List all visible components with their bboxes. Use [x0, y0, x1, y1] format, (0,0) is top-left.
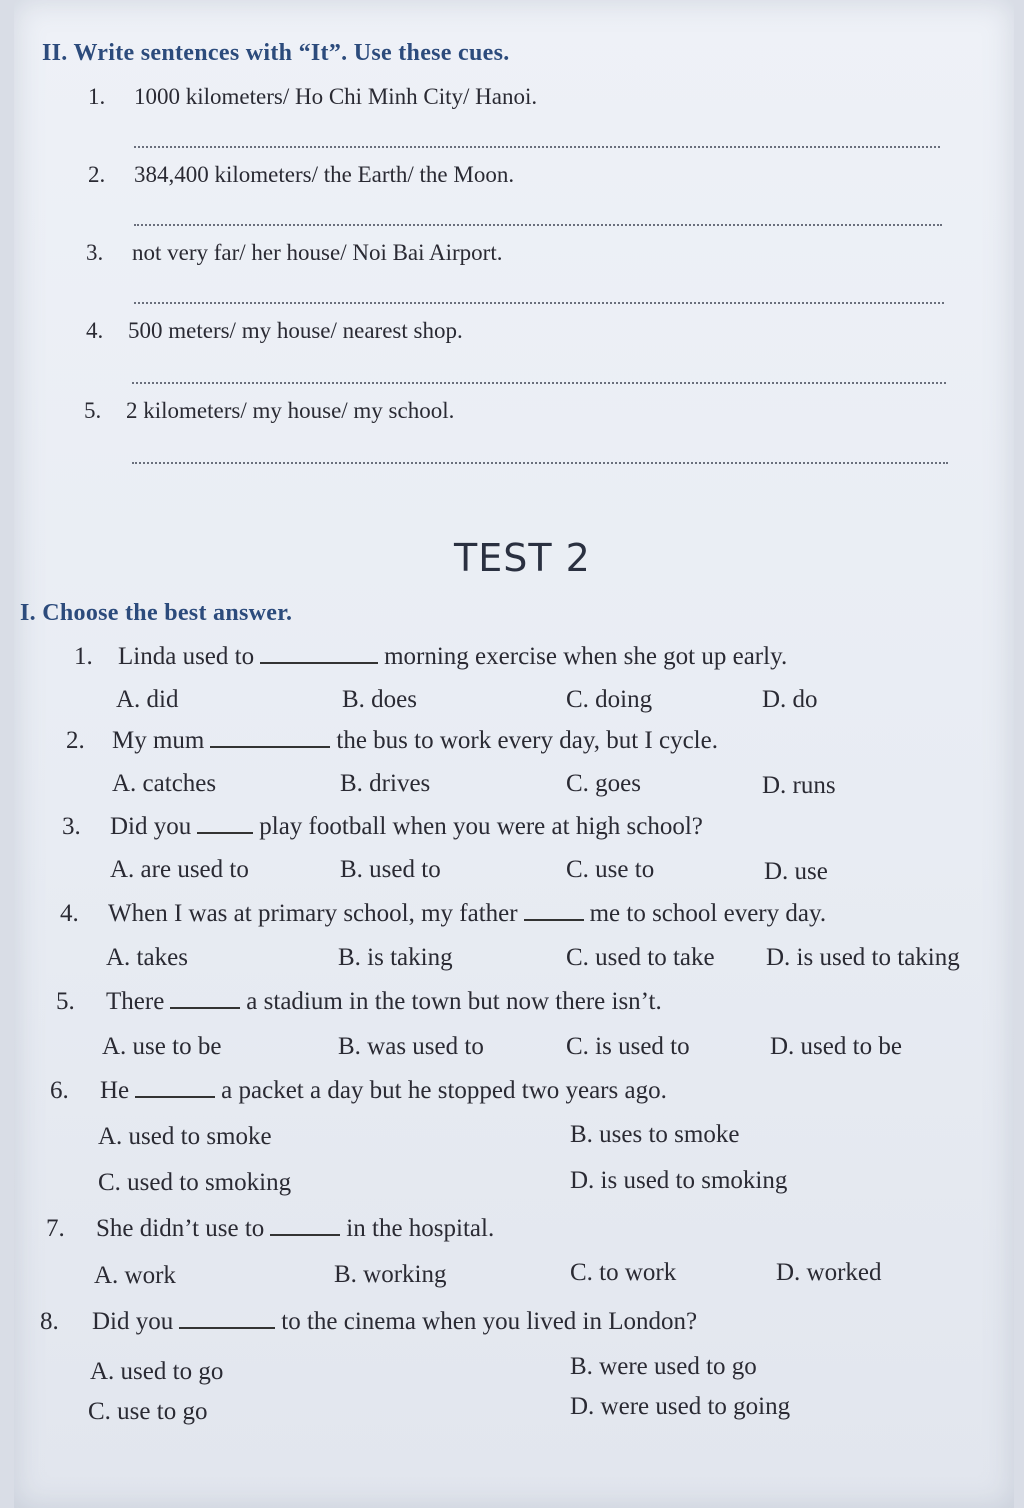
question-3	[62, 813, 703, 841]
question-text-after: the bus to work every day, but I cycle.	[336, 727, 718, 754]
q5-option-a[interactable]: A. use to be	[102, 1033, 222, 1060]
q4-option-c[interactable]: C. used to take	[566, 944, 715, 971]
cue-item-4	[86, 318, 463, 344]
q2-option-c[interactable]: C. goes	[566, 770, 641, 797]
q3-option-a[interactable]: A. are used to	[110, 856, 249, 883]
cue-item-5	[84, 398, 454, 424]
question-5	[56, 988, 662, 1016]
cue-text: 1000 kilometers/ Ho Chi Minh City/ Hanoi.	[134, 84, 538, 109]
q1-option-c[interactable]: C. doing	[566, 686, 653, 713]
q4-option-b[interactable]: B. is taking	[338, 944, 453, 971]
q2-option-d[interactable]: D. runs	[762, 772, 836, 799]
question-text-after: me to school every day.	[589, 900, 827, 927]
cue-number: 2.	[88, 162, 106, 187]
q6-option-a[interactable]: A. used to smoke	[98, 1123, 272, 1150]
q7-option-b[interactable]: B. working	[334, 1261, 447, 1288]
q5-option-d[interactable]: D. used to be	[770, 1033, 902, 1060]
q1-option-a[interactable]: A. did	[116, 686, 179, 713]
question-7	[46, 1215, 494, 1243]
cue-text: 384,400 kilometers/ the Earth/ the Moon.	[134, 162, 515, 187]
q7-option-c[interactable]: C. to work	[570, 1259, 677, 1286]
question-number: 8.	[40, 1308, 59, 1335]
question-text-before: Did you	[92, 1308, 174, 1335]
answer-blank[interactable]	[135, 1095, 215, 1098]
question-text-before: Linda used to	[118, 643, 255, 670]
q6-option-d[interactable]: D. is used to smoking	[570, 1167, 788, 1194]
answer-line-3[interactable]	[134, 302, 944, 304]
worksheet-page	[14, 0, 1014, 1508]
q3-option-c[interactable]: C. use to	[566, 856, 655, 883]
answer-line-5[interactable]	[132, 462, 948, 464]
q6-option-b[interactable]: B. uses to smoke	[570, 1121, 740, 1148]
question-text-before: He	[100, 1077, 130, 1104]
question-text-after: play football when you were at high school?	[259, 813, 703, 840]
answer-line-4[interactable]	[132, 382, 946, 384]
question-number: 4.	[60, 900, 79, 927]
answer-blank[interactable]	[524, 918, 584, 921]
cue-text: 2 kilometers/ my house/ my school.	[126, 398, 455, 423]
test-title: TEST 2	[454, 536, 591, 580]
cue-item-1	[88, 84, 537, 110]
cue-text: not very far/ her house/ Noi Bai Airport.	[132, 240, 503, 265]
q5-option-b[interactable]: B. was used to	[338, 1033, 484, 1060]
q2-option-a[interactable]: A. catches	[112, 770, 217, 797]
cue-number: 3.	[86, 240, 104, 265]
question-text-before: She didn’t use to	[96, 1215, 265, 1242]
q3-option-d[interactable]: D. use	[764, 858, 828, 885]
answer-blank[interactable]	[170, 1006, 240, 1009]
question-4	[60, 900, 826, 928]
answer-blank[interactable]	[210, 745, 330, 748]
question-text-before: My mum	[112, 727, 205, 754]
q8-option-a[interactable]: A. used to go	[90, 1358, 224, 1385]
cue-number: 1.	[88, 84, 106, 109]
q2-option-b[interactable]: B. drives	[340, 770, 431, 797]
question-number: 3.	[62, 813, 81, 840]
answer-blank[interactable]	[179, 1326, 275, 1329]
question-text-before: There	[106, 988, 165, 1015]
answer-line-1[interactable]	[134, 146, 940, 148]
cue-item-3	[86, 240, 502, 266]
question-6	[50, 1077, 667, 1105]
answer-blank[interactable]	[270, 1233, 340, 1236]
q1-option-b[interactable]: B. does	[342, 686, 417, 713]
cue-number: 5.	[84, 398, 102, 423]
question-text-after: a stadium in the town but now there isn’t.	[246, 988, 662, 1015]
question-text-after: a packet a day but he stopped two years ago.	[221, 1077, 667, 1104]
q1-option-d[interactable]: D. do	[762, 686, 818, 713]
section-1-heading: I. Choose the best answer.	[20, 600, 293, 626]
q8-option-d[interactable]: D. were used to going	[570, 1393, 791, 1420]
question-2	[66, 727, 718, 755]
question-text-after: morning exercise when she got up early.	[384, 643, 788, 670]
q8-option-c[interactable]: C. use to go	[88, 1398, 208, 1425]
q4-option-a[interactable]: A. takes	[106, 944, 188, 971]
cue-number: 4.	[86, 318, 104, 343]
question-text-after: to the cinema when you lived in London?	[281, 1308, 698, 1335]
cue-text: 500 meters/ my house/ nearest shop.	[128, 318, 463, 343]
question-text-after: in the hospital.	[346, 1215, 495, 1242]
question-number: 1.	[74, 643, 93, 670]
question-number: 6.	[50, 1077, 69, 1104]
q3-option-b[interactable]: B. used to	[340, 856, 441, 883]
question-number: 7.	[46, 1215, 65, 1242]
question-number: 5.	[56, 988, 75, 1015]
q7-option-a[interactable]: A. work	[94, 1262, 176, 1289]
section-2-heading: II. Write sentences with “It”. Use these cues.	[42, 40, 510, 66]
cue-item-2	[88, 162, 514, 188]
question-text-before: Did you	[110, 813, 192, 840]
answer-blank[interactable]	[260, 661, 378, 664]
answer-blank[interactable]	[197, 831, 253, 834]
q5-option-c[interactable]: C. is used to	[566, 1033, 690, 1060]
question-number: 2.	[66, 727, 85, 754]
q8-option-b[interactable]: B. were used to go	[570, 1353, 757, 1380]
question-8	[40, 1308, 697, 1336]
answer-line-2[interactable]	[134, 224, 942, 226]
question-text-before: When I was at primary school, my father	[108, 900, 518, 927]
q4-option-d[interactable]: D. is used to taking	[766, 944, 960, 971]
q7-option-d[interactable]: D. worked	[776, 1259, 882, 1286]
question-1	[74, 643, 787, 671]
q6-option-c[interactable]: C. used to smoking	[98, 1169, 292, 1196]
